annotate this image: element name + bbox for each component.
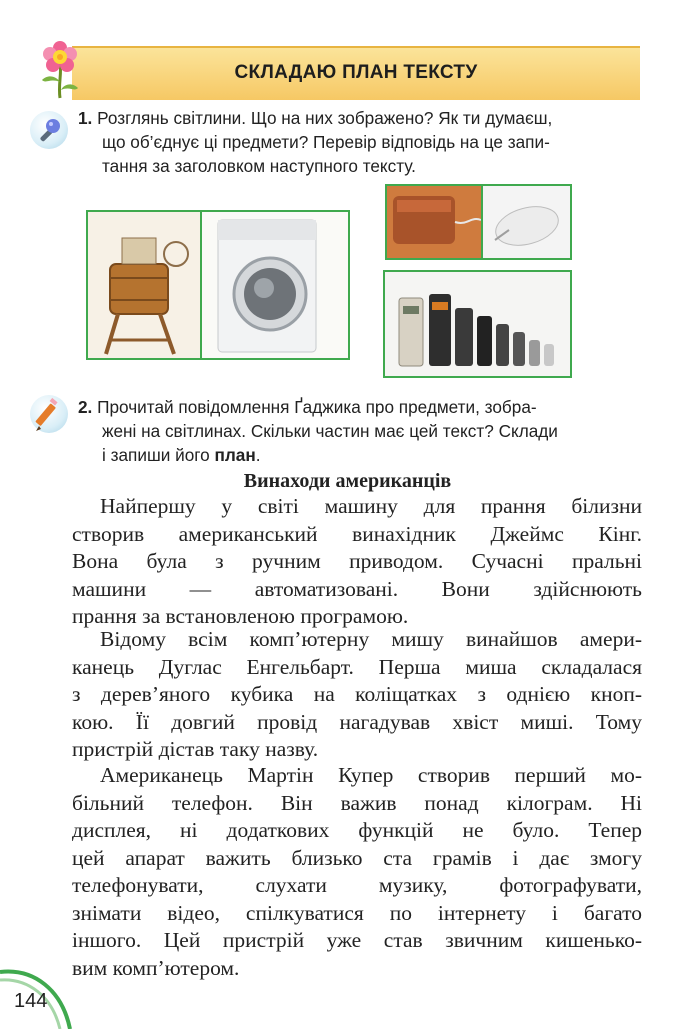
photo-washing-machines bbox=[86, 210, 350, 360]
task-2-line-3: і запиши його bbox=[102, 445, 215, 465]
photo-computer-mice bbox=[385, 184, 572, 260]
paragraph-line: Вона була з ручним приводом. Сучасні пральні bbox=[72, 549, 642, 573]
paragraph-line: прання за встановленою програмою. bbox=[72, 604, 409, 628]
paragraph-1 bbox=[72, 493, 642, 631]
paragraph-line: вим комп’ютером. bbox=[72, 955, 240, 980]
flower-icon bbox=[30, 38, 90, 100]
section-header-band bbox=[72, 46, 640, 100]
task-2-number: 2. bbox=[78, 397, 93, 417]
pencil-icon bbox=[30, 395, 68, 433]
mice-illustration bbox=[387, 186, 570, 258]
section-title: СКЛАДАЮ ПЛАН ТЕКСТУ bbox=[234, 62, 478, 83]
washing-machines-illustration bbox=[88, 212, 348, 358]
task-1-line-3: тання за заголовком наступного тексту. bbox=[102, 156, 416, 176]
paragraph-line: пристрій дістав таку назву. bbox=[72, 737, 319, 761]
task-1 bbox=[78, 106, 643, 178]
task-1-line-2: що об’єднує ці предмети? Перевір відповідь на це запи- bbox=[102, 132, 550, 152]
paragraph-line: машини — автоматизовані. Вони здійснюють bbox=[72, 576, 642, 601]
phones-illustration bbox=[385, 272, 570, 376]
task-1-line-1: Розглянь світлини. Що на них зображено? Як ти думаєш, bbox=[97, 108, 553, 128]
task-2-line-1: Прочитай повідомлення Ґаджика про предмети, зобра- bbox=[97, 397, 537, 417]
paragraph-line: Відому всім комп’ютерну мишу винайшов амери- bbox=[100, 627, 642, 651]
task-2-plan-word: план bbox=[214, 445, 256, 465]
task-1-number: 1. bbox=[78, 108, 93, 128]
paragraph-line: Найпершу у світі машину для прання білизни bbox=[100, 494, 642, 518]
paragraph-line: канець Дуглас Енгельбарт. Перша миша складалася bbox=[72, 654, 642, 679]
text-title: Винаходи американців bbox=[243, 470, 452, 492]
task-2-line-3-end: . bbox=[255, 445, 261, 465]
paragraph-line: з дерев’яного кубика на коліщатках з однією кноп- bbox=[72, 682, 642, 706]
paragraph-line: Американець Мартін Купер створив перший мо- bbox=[100, 763, 642, 787]
paragraph-line: більний телефон. Він важив понад кілограм. Ні bbox=[72, 790, 642, 815]
paragraph-line: цей апарат важить близько ста грамів і дає змогу bbox=[72, 845, 642, 870]
paragraph-line: кою. Її довгий провід нагадував хвіст миші. Тому bbox=[72, 709, 642, 734]
paragraph-3 bbox=[72, 762, 642, 982]
microphone-icon bbox=[30, 111, 68, 149]
paragraph-line: телефонувати, слухати музику, фотографувати, bbox=[72, 873, 642, 897]
page-number: 144 bbox=[14, 990, 48, 1012]
paragraph-2 bbox=[72, 626, 642, 764]
task-2-line-2: жені на світлинах. Скільки частин має цей текст? Склади bbox=[102, 421, 558, 441]
photo-mobile-phones bbox=[383, 270, 572, 378]
paragraph-line: створив американський винахідник Джеймс Кінг. bbox=[72, 521, 642, 546]
paragraph-line: знімати відео, спілкуватися по інтернету і багато bbox=[72, 900, 642, 925]
task-2 bbox=[78, 395, 643, 467]
paragraph-line: дисплея, ні додаткових функцій не було. Тепер bbox=[72, 818, 642, 842]
paragraph-line: іншого. Цей пристрій уже став звичним кишенько- bbox=[72, 928, 642, 952]
